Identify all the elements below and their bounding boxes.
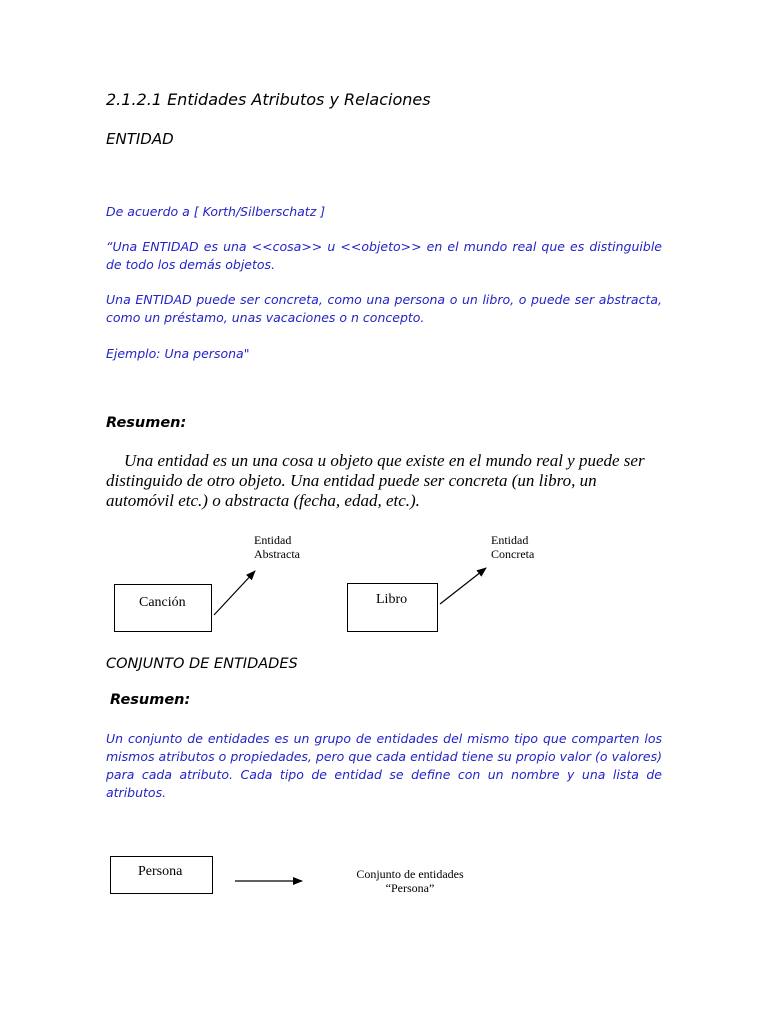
arrow-to-abstracta	[214, 571, 255, 615]
diagram-box-libro: Libro	[347, 583, 438, 632]
label-abstracta-line2: Abstracta	[254, 547, 300, 561]
label-concreta-line1: Entidad	[491, 533, 529, 547]
section-heading-conjunto: CONJUNTO DE ENTIDADES	[106, 656, 298, 672]
diagram-label-conjunto	[340, 867, 480, 895]
label-conjunto-line2: “Persona”	[385, 881, 435, 895]
arrow-to-concreta	[440, 568, 486, 604]
label-concreta-line2: Concreta	[491, 547, 535, 561]
quote-source: De acuerdo a [ Korth/Silberschatz ]	[106, 204, 326, 219]
page-title: 2.1.2.1 Entidades Atributos y Relaciones	[106, 90, 431, 109]
conjunto-text: Un conjunto de entidades es un grupo de entidades del mismo tipo que comparten los mismos atributos o propiedades, pero que cada entidad tiene su propio valor (o valores) para cada atributo. Cada tipo de entidad se define con un nombre y una lista de atributos.	[106, 731, 662, 800]
resumen-label-1: Resumen:	[106, 415, 187, 431]
quote-paragraph-1: “Una ENTIDAD es una <<cosa>> u <<objeto>> en el mundo real que es distinguible de todo los demás objetos.	[106, 239, 662, 272]
label-conjunto-line1: Conjunto de entidades	[356, 867, 464, 881]
quote-paragraph-2: Una ENTIDAD puede ser concreta, como una persona o un libro, o puede ser abstracta, como un préstamo, unas vacaciones o n concepto.	[106, 292, 662, 325]
section-heading-entidad: ENTIDAD	[106, 130, 174, 148]
label-abstracta-line1: Entidad	[254, 533, 292, 547]
resumen-paragraph-1: Una entidad es un una cosa u objeto que existe en el mundo real y puede ser distinguido de otro objeto. Una entidad puede ser concreta (un libro, un automóvil etc.) o abstracta (fecha, edad, etc.).	[106, 451, 645, 510]
diagram-box-persona: Persona	[110, 856, 213, 894]
diagram-box-cancion: Canción	[114, 584, 212, 632]
quote-example: Ejemplo: Una persona"	[106, 346, 250, 361]
resumen-label-2: Resumen:	[110, 692, 191, 708]
